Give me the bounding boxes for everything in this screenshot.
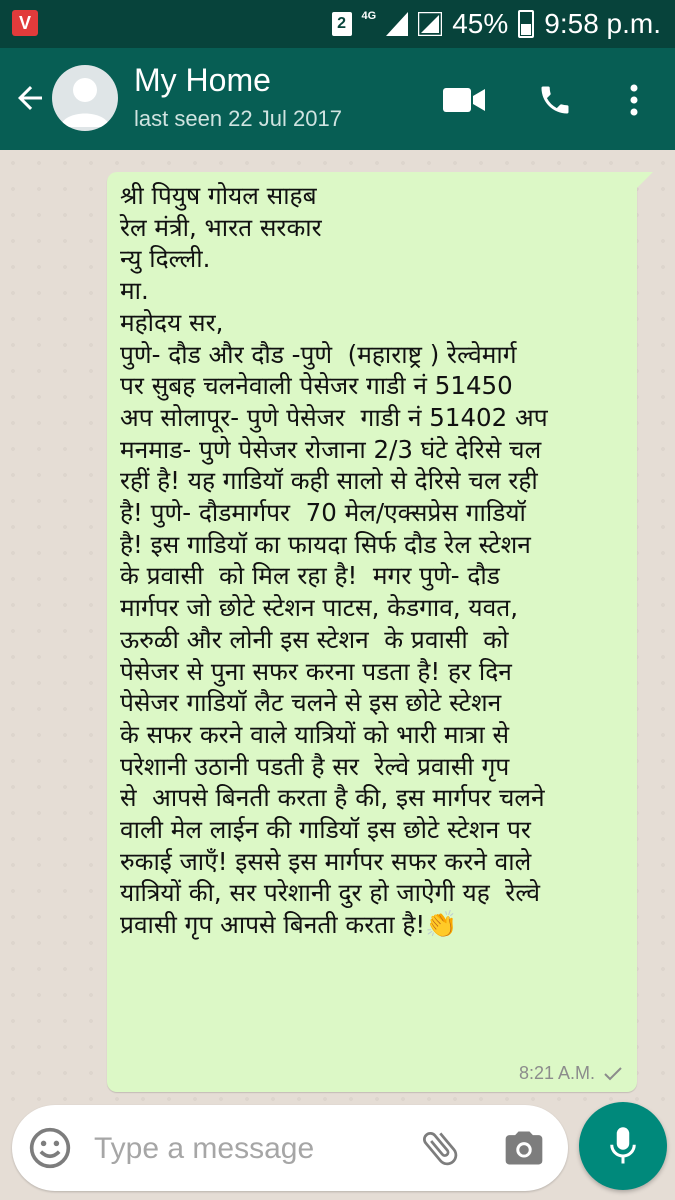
app-notification-icon: V — [12, 10, 38, 36]
message-body-text: श्री पियुष गोयल साहब रेल मंत्री, भारत सरकार न्यु दिल्ली. मा. महोदय सर, पुणे- दौड और दौड -पुणे (महाराष्ट्र ) रेल्वेमार्ग पर सुबह चलनेवाली पेसेजर गाडी नं 51450 अप सोलापूर- पुणे पेसेजर गाडी नं 51402 अप मनमाड- पुणे पेसेजर रोजाना 2/3 घंटे देरिसे चल रहीं है! यह गाडियॉ कही सालो से देरिसे चल रही है! पुणे- दौडमार्गपर 70 मेल/एक्सप्रेस गाडियॉ है! इस गाडियॉ का फायदा सिर्फ दौड रेल स्टेशन के प्रवासी को मिल रहा है! मगर पुणे- दौड मार्गपर जो छोटे स्टेशन पाटस, केडगाव, यवत, ऊरुळी और लोनी इस स्टेशन के प्रवासी को पेसेजर से पुना सफर करना पडता है! हर दिन पेसेजर गाडियॉ लैट चलने से इस छोटे स्टेशन के सफर करने वाले यात्रियों को भारी मात्रा से परेशानी उठानी पडती है सर रेल्वे प्रवासी गृप से आपसे बिनती करता है की, इस मार्गपर चलने वाली मेल लाईन की गाडियॉ इस छोटे स्टेशन पर रुकाई जाएँ! इससे इस मार्गपर सफर करने वाले यात्रियों की, सर परेशानी दुर हो जाऐगी यह रेल्वे प्रवासी गृप आपसे बिनती करता है! — [120, 181, 548, 940]
phone-icon — [537, 82, 573, 118]
battery-icon — [518, 10, 534, 38]
voice-call-button[interactable] — [533, 78, 577, 122]
attach-icon[interactable] — [418, 1126, 462, 1170]
message-text — [120, 180, 630, 942]
last-seen-status: last seen 22 Jul 2017 — [134, 106, 342, 131]
message-meta — [519, 1063, 623, 1084]
signal-icon-2 — [418, 12, 442, 36]
clock: 9:58 p.m. — [544, 8, 661, 39]
clapping-hands-emoji: 👏 — [425, 910, 458, 941]
voice-record-button[interactable] — [579, 1102, 667, 1190]
contact-name[interactable]: My Home — [134, 62, 271, 98]
default-avatar-icon — [52, 65, 118, 131]
status-bar — [0, 0, 675, 48]
network-type: 4G — [361, 10, 377, 22]
message-composer — [12, 1105, 568, 1191]
bubble-tail — [635, 172, 653, 190]
video-call-icon — [443, 86, 485, 114]
more-options-button[interactable] — [612, 78, 656, 122]
message-time: 8:21 A.M. — [518, 1063, 595, 1083]
more-options-icon — [630, 84, 638, 116]
emoji-icon[interactable] — [28, 1126, 72, 1170]
message-input[interactable] — [92, 1121, 406, 1177]
back-arrow-icon[interactable] — [12, 80, 48, 116]
sent-check-icon — [603, 1066, 623, 1082]
chat-area[interactable] — [0, 150, 675, 1116]
avatar[interactable] — [52, 65, 118, 131]
sim-slot-badge: 2 — [332, 12, 352, 36]
outgoing-message-bubble[interactable] — [107, 172, 637, 1092]
camera-icon[interactable] — [502, 1126, 546, 1170]
signal-icon — [386, 12, 408, 36]
status-icons — [332, 0, 661, 48]
mic-icon — [608, 1126, 638, 1166]
chat-header — [0, 48, 675, 150]
battery-percent: 45% — [452, 8, 509, 39]
video-call-button[interactable] — [442, 78, 486, 122]
